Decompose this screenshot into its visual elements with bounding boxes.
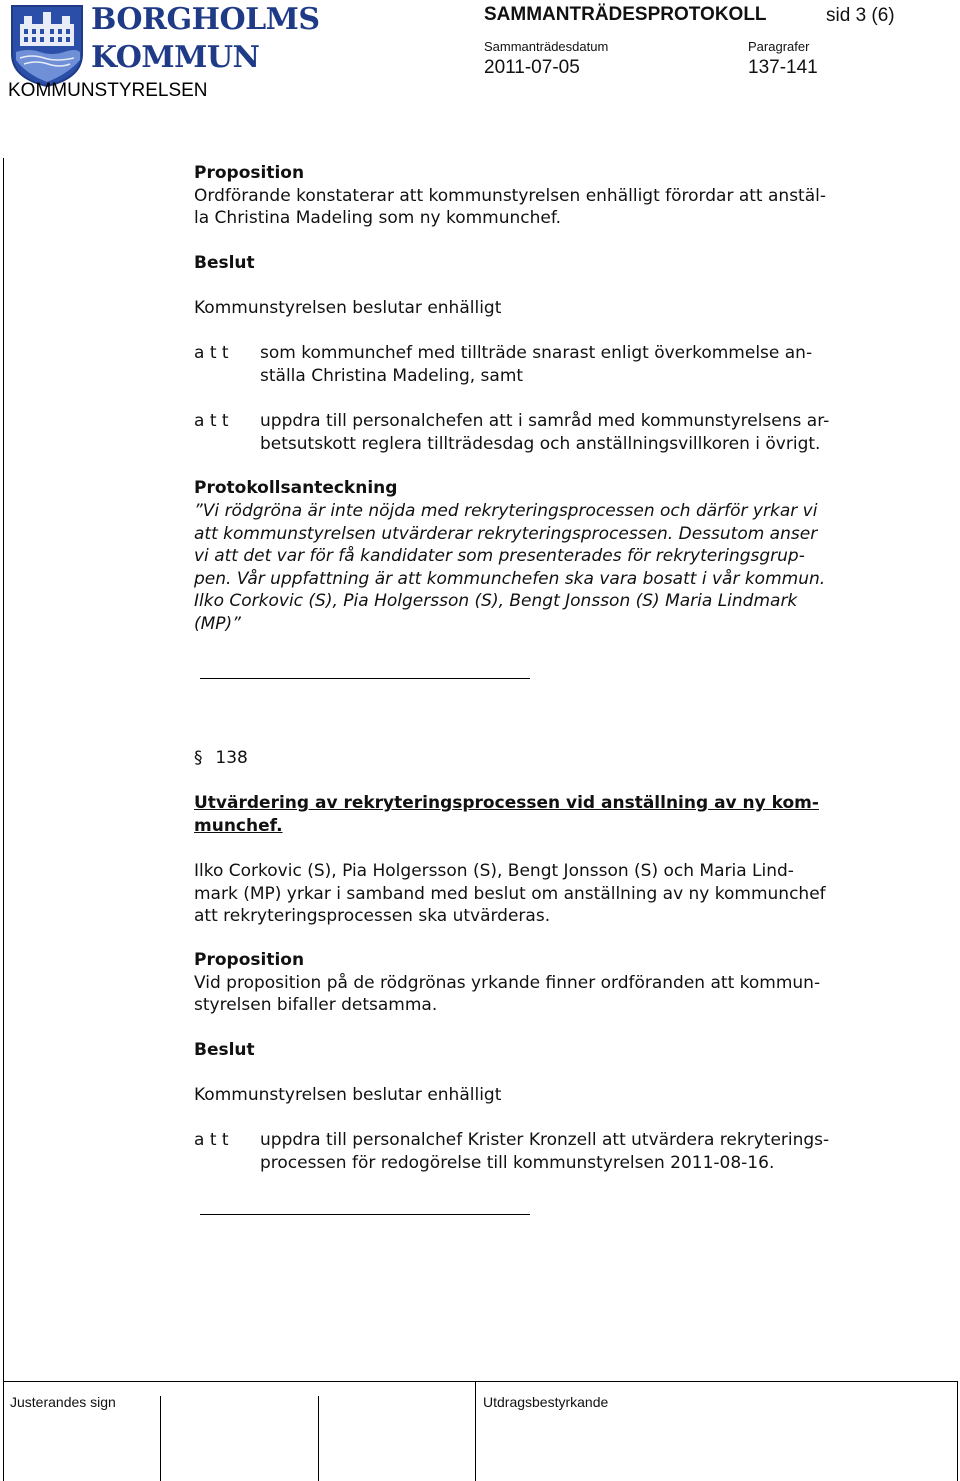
signature-footer (3, 1381, 958, 1481)
proposition-text-line2: styrelsen bifaller detsamma. (194, 995, 438, 1015)
meeting-date-label: Sammanträdesdatum (484, 39, 609, 54)
certification-label: Utdragsbestyrkande (483, 1394, 609, 1410)
page-number: sid 3 (6) (826, 5, 895, 26)
decision-item-text (260, 1129, 900, 1174)
paragraph-number (194, 747, 894, 770)
decision-intro: Kommunstyrelsen beslutar enhälligt (194, 298, 502, 318)
decision-heading: Beslut (194, 253, 255, 273)
decision-item-line2: betsutskott reglera tillträdesdag och anställningsvillkoren i övrigt. (260, 433, 821, 454)
section-separator (200, 1214, 530, 1215)
meeting-date-value: 2011-07-05 (484, 57, 580, 78)
att-label: a t t (194, 1130, 229, 1150)
proposition-heading: Proposition (194, 950, 305, 970)
motion-line: att rekryteringsprocessen ska utvärderas. (194, 906, 551, 926)
motion-text (194, 860, 894, 928)
paragraph-symbol: § (194, 748, 203, 768)
proposition-text-line2: la Christina Madeling som ny kommunchef. (194, 208, 561, 228)
castle-emblem-icon (8, 2, 86, 88)
minutes-note-line: pen. Vår uppfattning är att kommunchefen ska vara bosatt i vår kommun. (194, 568, 826, 589)
section-separator (200, 678, 530, 679)
logo-wordmark-line1: BORGHOLMS (91, 2, 320, 37)
footer-column-divider (475, 1382, 476, 1481)
paragraphs-label: Paragrafer (748, 39, 810, 54)
decision-item-text (260, 410, 900, 455)
proposition-text-line1: Ordförande konstaterar att kommunstyrelsen enhälligt förordar att anstäl- (194, 186, 826, 206)
minutes-note-line: ”Vi rödgröna är inte nöjda med rekryteringsprocessen och därför yrkar vi (194, 501, 818, 521)
att-label: a t t (194, 343, 229, 363)
decision-item-line1: uppdra till personalchefen att i samråd med kommunstyrelsens ar- (260, 411, 830, 431)
minutes-note-heading: Protokollsanteckning (194, 478, 398, 498)
decision-item (194, 1129, 894, 1175)
logo-wordmark-line2: KOMMUN (91, 40, 260, 75)
left-margin-rule (3, 158, 4, 1382)
motion-line: mark (MP) yrkar i samband med beslut om anställning av ny kommunchef (194, 883, 826, 904)
proposition-text-line1: Vid proposition på de rödgrönas yrkande finner ordföranden att kommun- (194, 973, 821, 993)
motion-line: Ilko Corkovic (S), Pia Holgersson (S), Bengt Jonsson (S) och Maria Lind- (194, 861, 794, 881)
decision-heading: Beslut (194, 1040, 255, 1060)
decision-item-line1: uppdra till personalchef Krister Kronzell att utvärdera rekryterings- (260, 1130, 830, 1150)
decision-item-line1: som kommunchef med tillträde snarast enligt överkommelse an- (260, 343, 813, 363)
section-title (194, 792, 894, 837)
paragraphs-value: 137-141 (748, 57, 818, 78)
proposition-heading: Proposition (194, 163, 305, 183)
decision-item-line2: ställa Christina Madeling, samt (260, 365, 524, 386)
municipality-logo (8, 2, 320, 88)
adjuster-signature-label: Justerandes sign (10, 1394, 116, 1410)
organization-name: KOMMUNSTYRELSEN (8, 80, 208, 101)
decision-item (194, 410, 894, 456)
minutes-note-line: vi att det var för få kandidater som presenterades för rekryteringsgrup- (194, 546, 805, 566)
paragraph-number-value: 138 (215, 748, 248, 768)
minutes-note-line: Ilko Corkovic (S), Pia Holgersson (S), Bengt Jonsson (S) Maria Lindmark (194, 591, 798, 611)
att-label: a t t (194, 411, 229, 431)
decision-intro: Kommunstyrelsen beslutar enhälligt (194, 1085, 502, 1105)
signature-box-divider (318, 1396, 319, 1481)
decision-item (194, 342, 894, 388)
section-title-line2: munchef. (194, 815, 283, 836)
decision-item-text (260, 342, 900, 387)
minutes-note-line: (MP)” (194, 613, 241, 634)
minutes-note-line: att kommunstyrelsen utvärderar rekryteringsprocessen. Dessutom anser (194, 523, 818, 544)
document-title: SAMMANTRÄDESPROTOKOLL (484, 4, 767, 25)
section-title-line1: Utvärdering av rekryteringsprocessen vid anställning av ny kom- (194, 793, 819, 813)
minutes-note-text (194, 500, 894, 635)
decision-item-line2: processen för redogörelse till kommunstyrelsen 2011-08-16. (260, 1152, 775, 1173)
signature-box-divider (160, 1396, 161, 1481)
